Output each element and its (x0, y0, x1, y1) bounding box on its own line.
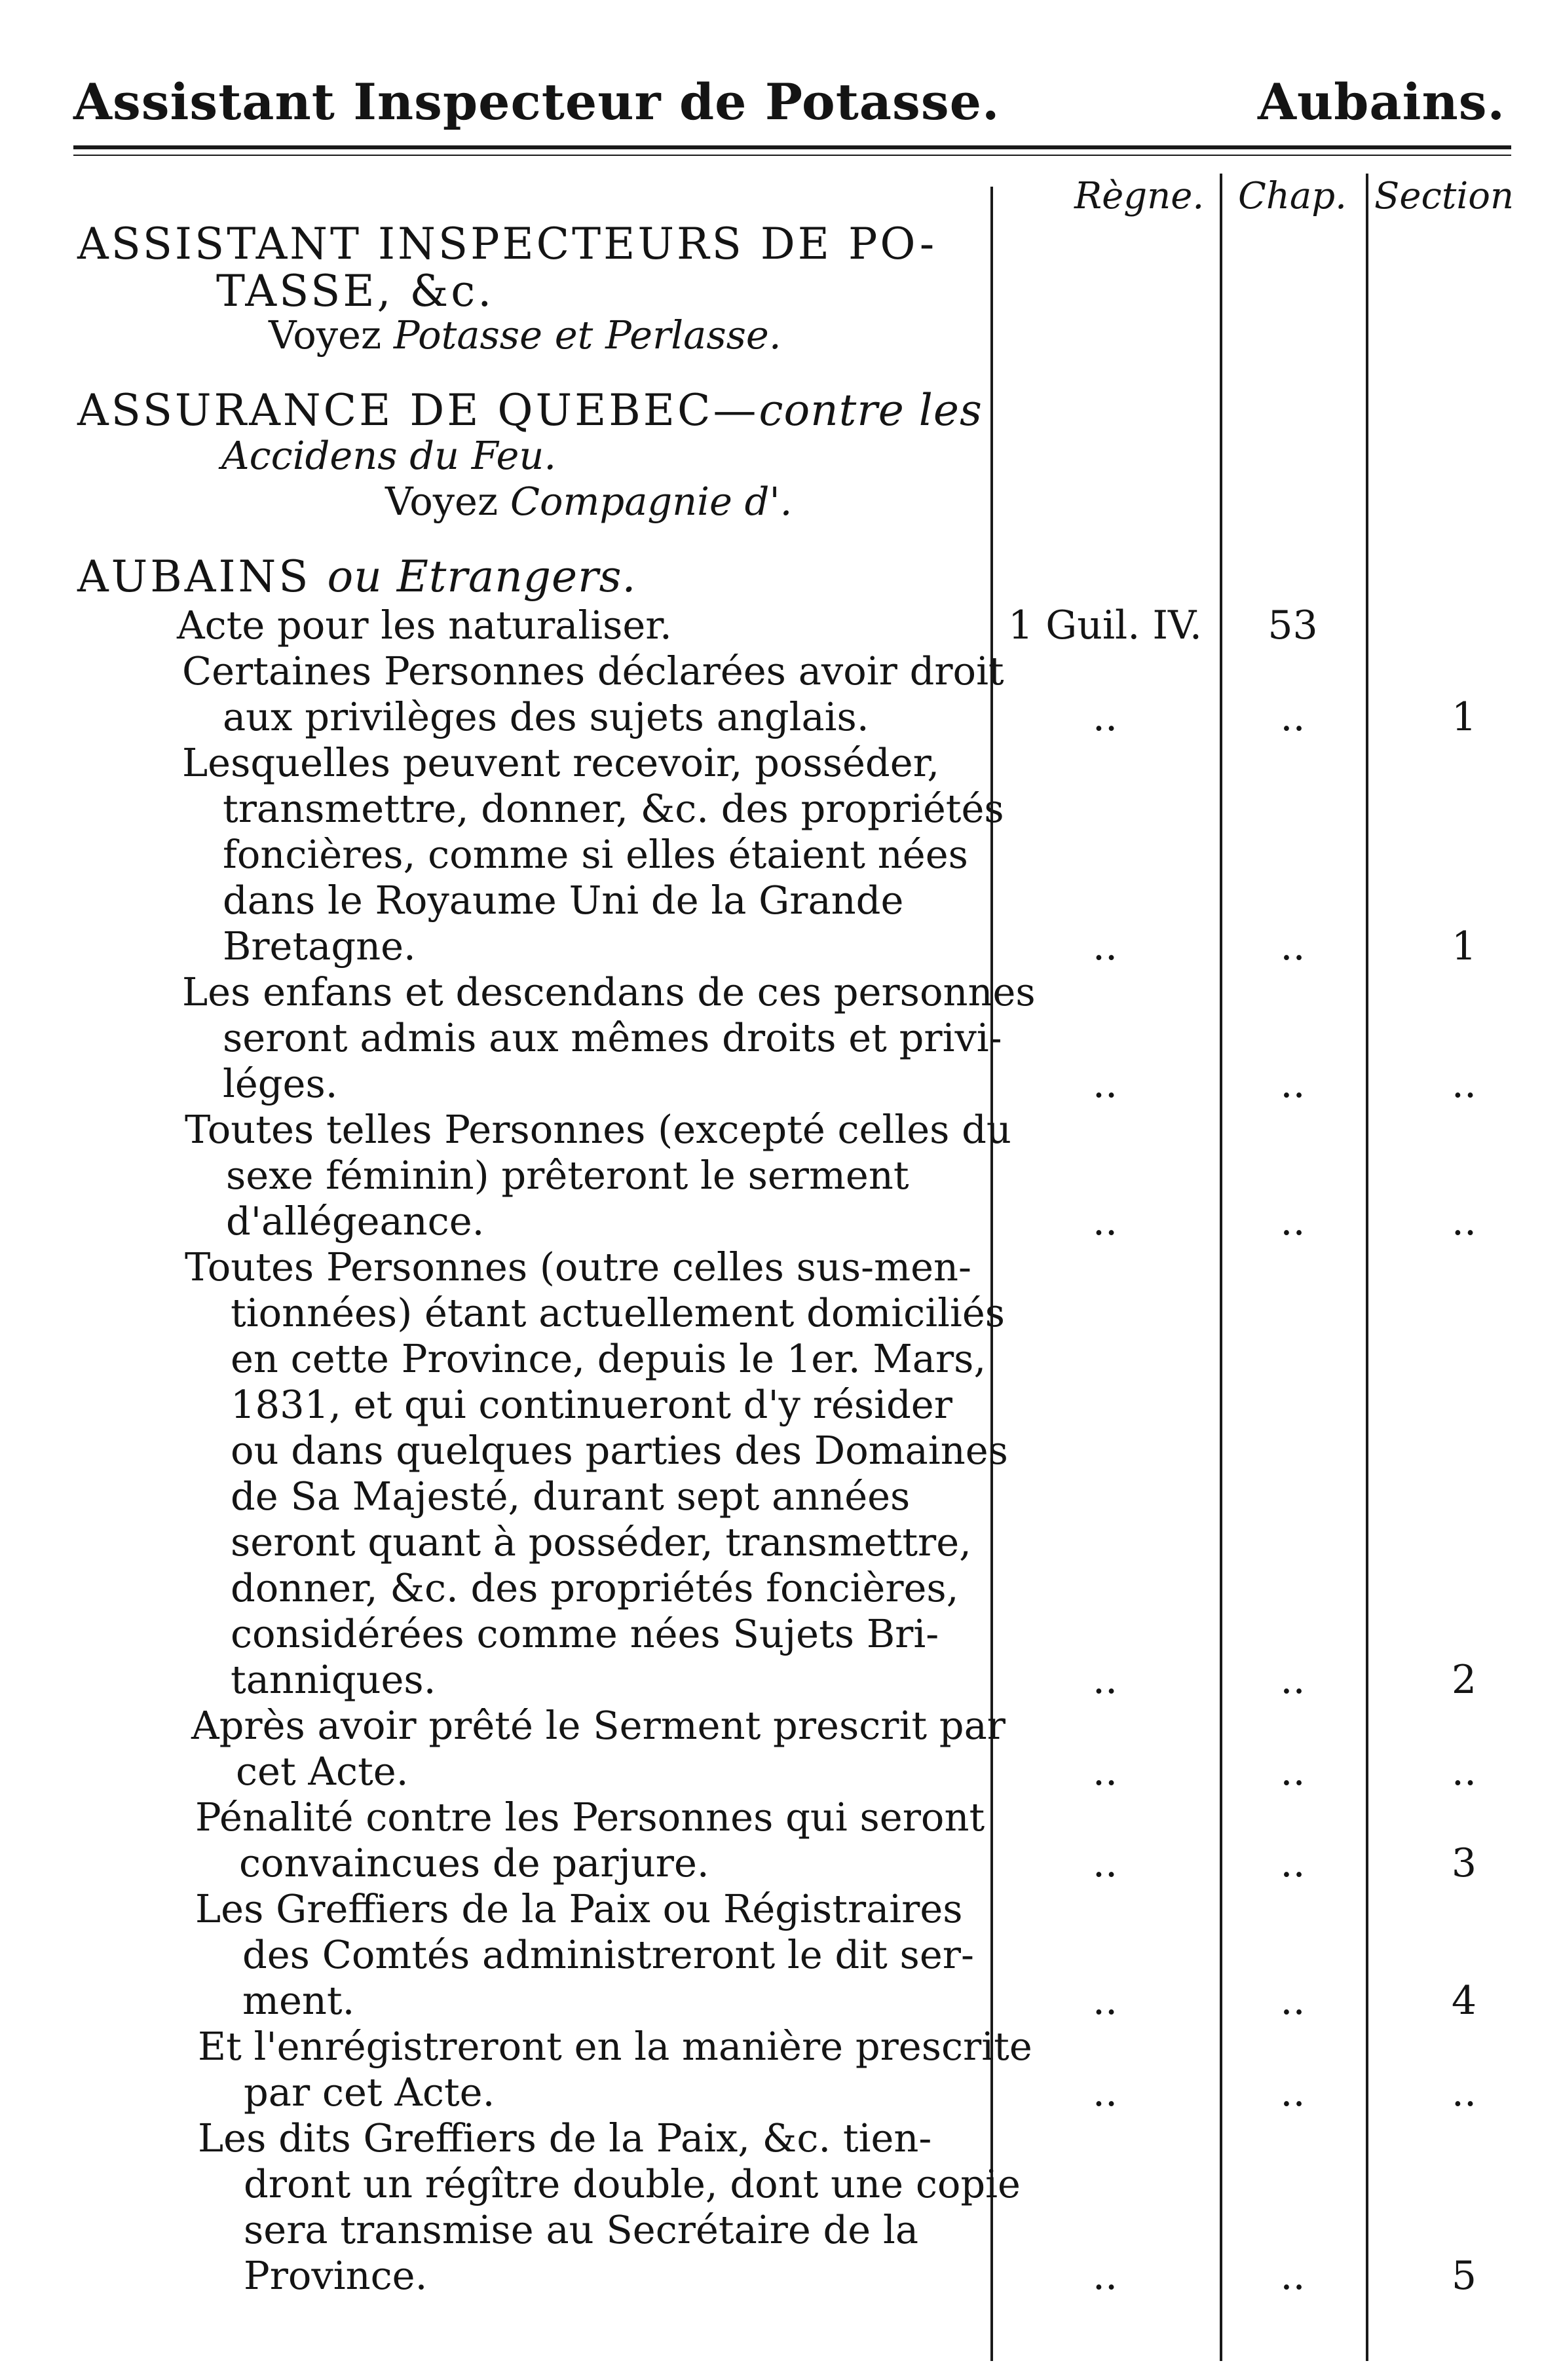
sub-entry-text: Et l'enrégistreront en la manière prescrite (198, 2024, 1032, 2069)
chap-value: .. (1280, 694, 1306, 740)
sub-entry-text: seront quant à posséder, transmettre, (231, 1519, 971, 1565)
regne-value: .. (1092, 1978, 1118, 2024)
sub-entry-text: sexe féminin) prêteront le serment (226, 1153, 909, 1198)
regne-value: .. (1092, 1840, 1118, 1886)
sub-entry-text: léges. (223, 1061, 338, 1106)
section-value: .. (1451, 2070, 1477, 2115)
sub-entry-text: dront un régître double, dont une copie (244, 2161, 1021, 2206)
section-value: 4 (1451, 1978, 1477, 2024)
sub-entry-text: de Sa Majesté, durant sept années (231, 1474, 911, 1519)
section-value: 2 (1451, 1657, 1477, 1703)
regne-value: 1 Guil. IV. (1008, 603, 1202, 648)
sub-entry-text: en cette Province, depuis le 1er. Mars, (231, 1336, 987, 1381)
sub-entry-text: ou dans quelques parties des Domaines (231, 1428, 1008, 1473)
chap-value: .. (1280, 1978, 1306, 2024)
chap-value: 53 (1268, 603, 1318, 648)
sub-entry-text: Lesquelles peuvent recevoir, posséder, (182, 740, 940, 785)
regne-value: .. (1092, 694, 1118, 740)
section-value: 1 (1451, 923, 1477, 969)
chap-value: .. (1280, 1657, 1306, 1703)
chap-value: .. (1280, 923, 1306, 969)
entry-heading-continuation: TASSE, &c. (216, 266, 495, 316)
column-header-chap: Chap. (1238, 175, 1347, 217)
sub-entry-text: Les dits Greffiers de la Paix, &c. tien- (198, 2115, 932, 2161)
column-divider-regne-chap (1220, 174, 1222, 2361)
sub-entry-text: convaincues de parjure. (239, 1840, 709, 1886)
regne-value: .. (1092, 1199, 1118, 1244)
sub-entry-text: seront admis aux mêmes droits et privi- (223, 1015, 1002, 1060)
header-rule-thick (73, 145, 1511, 149)
chap-value: .. (1280, 1749, 1306, 1794)
column-header-regne: Règne. (1074, 175, 1205, 217)
regne-value: .. (1092, 2070, 1118, 2115)
regne-value: .. (1092, 1061, 1118, 1107)
reference-target: Potasse et Perlasse. (393, 312, 781, 358)
sub-entry-text: sera transmise au Secrétaire de la (244, 2207, 918, 2252)
entry-heading-continuation: Accidens du Feu. (221, 433, 557, 478)
sub-entry-text: d'allégeance. (226, 1199, 485, 1244)
running-head-left: Assistant Inspecteur de Potasse. (73, 73, 1000, 131)
chap-value: .. (1280, 1840, 1306, 1886)
sub-entry-text: Les enfans et descendans de ces personnes (182, 969, 1036, 1014)
sub-entry-text: tionnées) étant actuellement domiciliés (231, 1290, 1006, 1335)
sub-entry-text: Bretagne. (223, 923, 416, 969)
sub-entry-text: donner, &c. des propriétés foncières, (231, 1565, 959, 1610)
sub-entry-text: Toutes Personnes (outre celles sus-men- (185, 1244, 971, 1290)
section-value: 1 (1451, 694, 1477, 740)
entry-heading-aubains: AUBAINS ou Etrangers. (77, 551, 637, 602)
regne-value: .. (1092, 923, 1118, 969)
regne-value: .. (1092, 2253, 1118, 2299)
entry-heading-assurance: ASSURANCE DE QUEBEC—contre les (77, 385, 983, 436)
sub-entry-text: Toutes telles Personnes (excepté celles du (185, 1107, 1011, 1152)
regne-value: .. (1092, 1749, 1118, 1794)
chap-value: .. (1280, 2070, 1306, 2115)
section-value: .. (1451, 1199, 1477, 1244)
sub-entry-text: ment. (242, 1978, 355, 2023)
sub-entry-text: transmettre, donner, &c. des propriétés (223, 786, 1004, 831)
cross-reference (269, 312, 781, 358)
column-header-section: Section (1374, 175, 1514, 217)
sub-entry-text: Après avoir prêté le Serment prescrit par (191, 1703, 1006, 1748)
header-rule-thin (73, 155, 1511, 156)
reference-target: Compagnie d'. (510, 479, 793, 524)
voyez-label: Voyez (269, 312, 394, 358)
column-divider-chap-section (1366, 174, 1368, 2361)
section-value: 3 (1451, 1840, 1477, 1886)
sub-entry-text: Province. (244, 2253, 428, 2298)
sub-entry-text: Certaines Personnes déclarées avoir droit (182, 648, 1004, 694)
section-value: .. (1451, 1749, 1477, 1794)
sub-entry-text: considérées comme nées Sujets Bri- (231, 1611, 939, 1656)
sub-entry-text: Acte pour les naturaliser. (177, 603, 672, 648)
sub-entry-text: 1831, et qui continueront d'y résider (231, 1382, 952, 1427)
sub-entry-text: Les Greffiers de la Paix ou Régistraires (195, 1886, 963, 1931)
chap-value: .. (1280, 2253, 1306, 2299)
entry-heading-assistant: ASSISTANT INSPECTEURS DE PO- (77, 219, 937, 269)
running-head-right: Aubains. (1258, 73, 1505, 131)
chap-value: .. (1280, 1199, 1306, 1244)
sub-entry-text: aux privilèges des sujets anglais. (223, 694, 869, 739)
chap-value: .. (1280, 1061, 1306, 1107)
sub-entry-text: tanniques. (231, 1657, 436, 1702)
section-value: 5 (1451, 2253, 1477, 2299)
section-value: .. (1451, 1061, 1477, 1107)
sub-entry-text: Pénalité contre les Personnes qui seront (195, 1794, 985, 1840)
sub-entry-text: foncières, comme si elles étaient nées (223, 832, 968, 877)
cross-reference (385, 479, 793, 524)
voyez-label: Voyez (385, 479, 510, 524)
sub-entry-text: des Comtés administreront le dit ser- (242, 1932, 974, 1977)
regne-value: .. (1092, 1657, 1118, 1703)
sub-entry-text: dans le Royaume Uni de la Grande (223, 878, 904, 923)
sub-entry-text: par cet Acte. (244, 2070, 495, 2115)
sub-entry-text: cet Acte. (236, 1749, 409, 1794)
